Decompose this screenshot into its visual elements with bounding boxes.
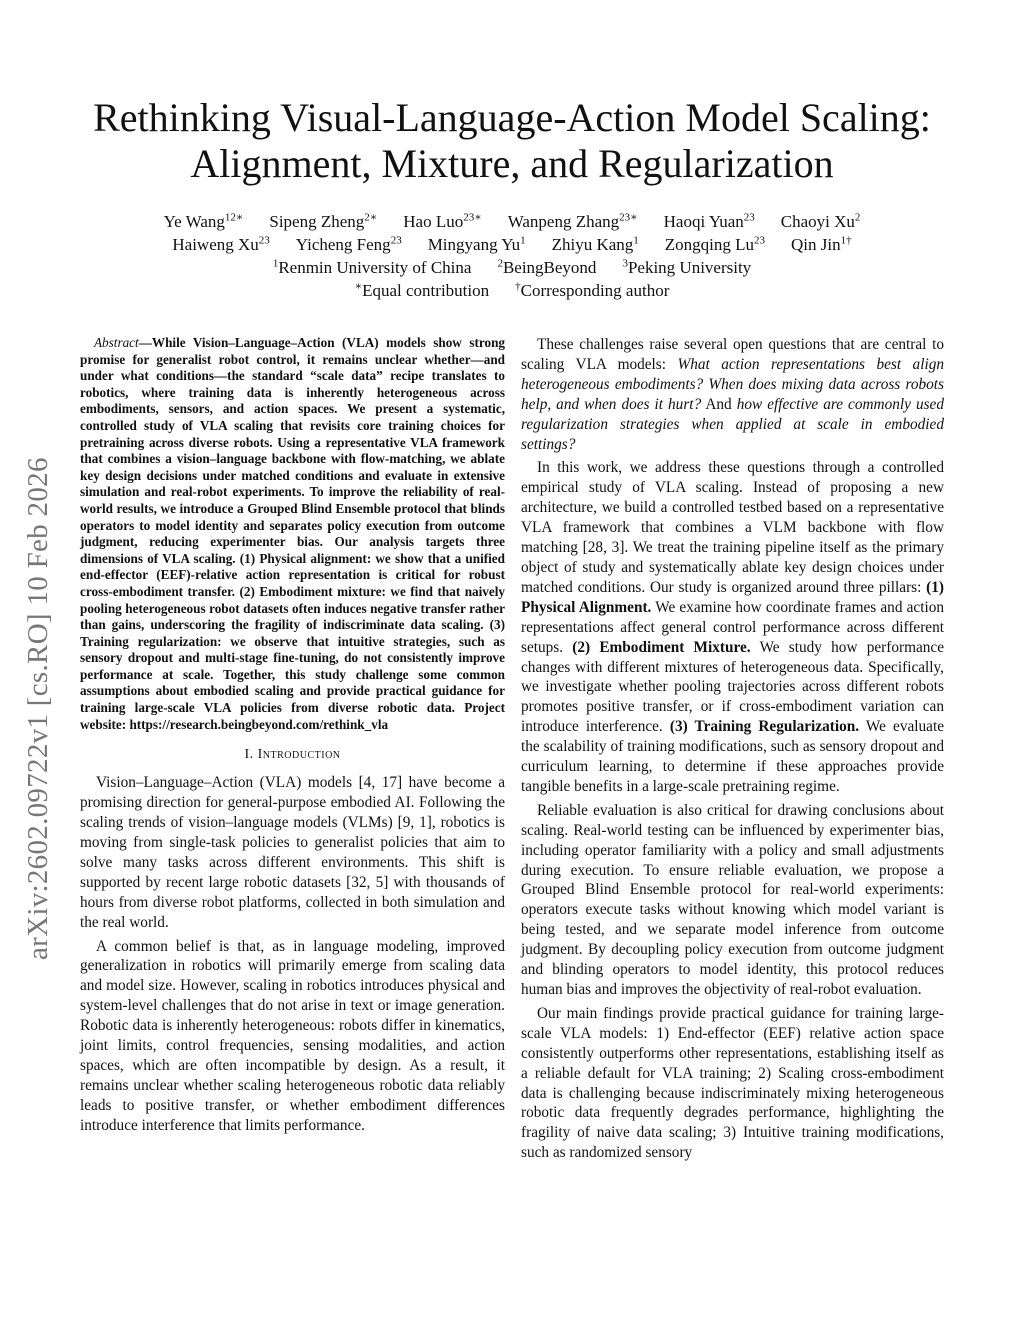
affiliation-marker: 1: [272, 257, 279, 270]
affiliation: [497, 258, 596, 277]
affiliations: [0, 256, 1024, 279]
author-name: Qin Jin: [791, 235, 841, 254]
note-marker: ∗: [354, 280, 363, 293]
affiliation-name: Renmin University of China: [278, 258, 472, 277]
author-name: Haoqi Yuan: [663, 212, 744, 231]
bold-text: (1) Physical Alignment.: [521, 578, 944, 616]
abstract: [80, 335, 505, 733]
author-affiliation-marker: 23: [390, 234, 402, 247]
arxiv-identifier-stamp: arXiv:2602.09722v1 [cs.RO] 10 Feb 2026: [22, 457, 54, 960]
author-name: Haiweng Xu: [172, 235, 259, 254]
author: [172, 235, 269, 254]
author-name: Sipeng Zheng: [269, 212, 365, 231]
author-name: Zongqing Lu: [664, 235, 755, 254]
paragraph: [521, 1004, 944, 1163]
text-run: Reliable evaluation is also critical for drawing conclusions about scaling. Real-world testing can be influenced by experimenter bias, including operator familiarity with a policy and small adjustments during execution. To ensure reliable evaluation, we propose a Grouped Blind Ensemble protocol for real-world experiments: operators execute tasks without knowing which model variant is being tested, and we separate model inference from outcome judgment. By decoupling policy execution from outcome judgment and blinding operators to model identity, this protocol reduces human bias and improves the objectivity of real-robot evaluation.: [521, 801, 944, 998]
text-run: Vision–Language–Action (VLA) models [4, 17] have become a promising direction for general-purpose embodied AI. Following the scaling trends of vision–language models (VLMs) [9, 1], robotics is moving from single-task policies to generalist policies that aim to solve many tasks across different environments. This shift is supported by recent large robotic datasets [32, 5] with thousands of hours from diverse robot platforms, collected in both simulation and the real world.: [80, 774, 505, 931]
paragraph: [80, 937, 505, 1136]
section-title: Introduction: [257, 747, 341, 763]
author-block: [0, 210, 1024, 302]
text-run: We examine how coordinate frames and action representations affect general control performance across different setups.: [521, 598, 945, 656]
author-name: Ye Wang: [163, 212, 225, 231]
author-affiliation-marker: 12∗: [224, 211, 244, 224]
section-heading: [80, 747, 505, 763]
bold-text: (2) Embodiment Mixture.: [572, 638, 751, 656]
introduction-body: [80, 773, 505, 1135]
paper-title: [0, 95, 1024, 187]
text-run: In this work, we address these questions through a controlled empirical study of VLA scaling. Instead of proposing a new architecture, we build a controlled testbed based on a representative VLA framework that combines a VLM backbone with flow matching [28, 3]. We treat the training pipeline itself as the primary object of study and systematically ablate key design choices under matched conditions. Our study is organized around three pillars:: [521, 459, 944, 596]
note-text: Corresponding author: [520, 281, 670, 300]
author-affiliation-marker: 2: [854, 211, 861, 224]
author-notes: [0, 279, 1024, 302]
right-column: [521, 335, 944, 1167]
author-affiliation-marker: 23: [258, 234, 270, 247]
text-run: We evaluate the scalability of training modifications, such as sensory dropout and curriculum learning, to determine if these approaches provide tangible benefits in a large-scale pretraining regime.: [521, 718, 944, 795]
italic-text: how effective are commonly used regularization strategies when applied at scale in embodied settings?: [521, 395, 944, 453]
author: [296, 235, 402, 254]
author: [791, 235, 852, 254]
author: [664, 212, 755, 231]
author: [781, 212, 861, 231]
author-affiliation-marker: 1: [520, 234, 526, 247]
left-column: [80, 335, 505, 1140]
author-name: Hao Luo: [403, 212, 464, 231]
author-note: [355, 281, 490, 300]
note-marker: †: [515, 280, 521, 293]
author-affiliation-marker: 2∗: [364, 211, 378, 224]
author: [508, 212, 638, 231]
abstract-text: —While Vision–Language–Action (VLA) models show strong promise for generalist robot control, it remains unclear whether—and under what conditions—the standard “scale data” recipe translates to robotics, where training data is inherently heterogeneous across embodiments, sensors, and action spaces. We present a systematic, controlled study of VLA scaling that revisits core training choices for pretraining across diverse robots. Using a representative VLA framework that combines a vision–language backbone with flow-matching, we ablate key design decisions under matched conditions and evaluate in extensive simulation and real-robot experiments. To improve the reliability of real-world results, we introduce a Grouped Blind Ensemble protocol that blinds operators to model identity and separates policy execution from outcome judgment, reducing experimenter bias. Our analysis targets three dimensions of VLA scaling. (1) Physical alignment: we show that a unified end-effector (EEF)-relative action representation is critical for robust cross-embodiment transfer. (2) Embodiment mixture: we find that naively pooling heterogeneous robot datasets often induces negative transfer rather than gains, underscoring the fragility of indiscriminate data scaling. (3) Training regularization: we observe that intuitive strategies, such as sensory dropout and multi-stage fine-tuning, do not consistently improve performance at scale. Together, this study challenge some common assumptions about embodied scaling and provide practical guidance for training large-scale VLA policies from diverse robotic data. Project website: https://research.beingbeyond.com/rethink_vla: [80, 335, 505, 732]
author: [428, 235, 526, 254]
author-name: Zhiyu Kang: [551, 235, 634, 254]
affiliation-marker: 2: [497, 257, 503, 270]
author: [269, 212, 377, 231]
paragraph: [80, 773, 505, 932]
abstract-label: Abstract: [94, 335, 139, 350]
author-affiliation-marker: 1: [633, 234, 639, 247]
paragraph: [521, 335, 944, 454]
text-run: Our main findings provide practical guidance for training large-scale VLA models: 1) End-effector (EEF) relative action space consistently outperforms other representations, establishing itself as a reliable default for VLA training; 2) Scaling cross-embodiment data is challenging because indiscriminately mixing heterogeneous robotic data frequently degrades performance, highlighting the fragility of naive data scaling; 3) Intuitive training modifications, such as randomized sensory: [521, 1004, 944, 1162]
author: [403, 212, 481, 231]
bold-text: (3) Training Regularization.: [669, 718, 860, 736]
author-affiliation-marker: 1†: [840, 234, 852, 247]
author-name: Mingyang Yu: [427, 235, 521, 254]
affiliation: [622, 258, 751, 277]
text-run: We study how performance changes with different mixtures of heterogeneous data. Specifically, we investigate whether pooling trajectories across different robots promotes positive transfer, or if cross-embodiment variation can introduce interference.: [521, 638, 944, 736]
author: [552, 235, 639, 254]
text-run: A common belief is that, as in language modeling, improved generalization in robotics will primarily emerge from scaling data and model size. However, scaling in robotics introduces physical and system-level challenges that do not arise in text or image generation. Robotic data is inherently heterogeneous: robots differ in kinematics, joint limits, control frequencies, sensing modalities, and action spaces, which are often incompatible by design. As a result, it remains unclear whether scaling heterogeneous robotic data reliably leads to positive transfer, or whether embodiment differences introduce interference that limits performance.: [80, 937, 505, 1134]
author-name: Yicheng Feng: [295, 235, 391, 254]
author-affiliation-marker: 23: [754, 234, 766, 247]
affiliation-name: Peking University: [627, 258, 752, 277]
right-column-body: [521, 335, 944, 1163]
author-note: [515, 281, 669, 300]
text-run: These challenges raise several open questions that are central to scaling VLA models:: [521, 336, 944, 373]
author-name: Chaoyi Xu: [780, 212, 855, 231]
author: [164, 212, 244, 231]
title-line-1: Rethinking Visual-Language-Action Model Scaling:: [93, 95, 931, 140]
affiliation-marker: 3: [622, 257, 628, 270]
author: [665, 235, 765, 254]
author-affiliation-marker: 23∗: [619, 211, 638, 224]
section-number: I.: [244, 747, 254, 763]
title-line-2: Alignment, Mixture, and Regularization: [190, 141, 834, 186]
paragraph: [521, 801, 944, 1000]
author-affiliation-marker: 23: [743, 211, 755, 224]
paragraph: [521, 458, 944, 796]
author-name: Wanpeng Zhang: [507, 212, 620, 231]
note-text: Equal contribution: [362, 281, 490, 300]
affiliation: [273, 258, 472, 277]
author-row: [0, 210, 1024, 233]
italic-text: What action representations best align heterogeneous embodiments? When does mixing data across robots help, and when does it hurt?: [521, 355, 944, 413]
author-row: [0, 233, 1024, 256]
affiliation-name: BeingBeyond: [502, 258, 597, 277]
author-affiliation-marker: 23∗: [463, 211, 482, 224]
text-run: And: [701, 395, 737, 413]
